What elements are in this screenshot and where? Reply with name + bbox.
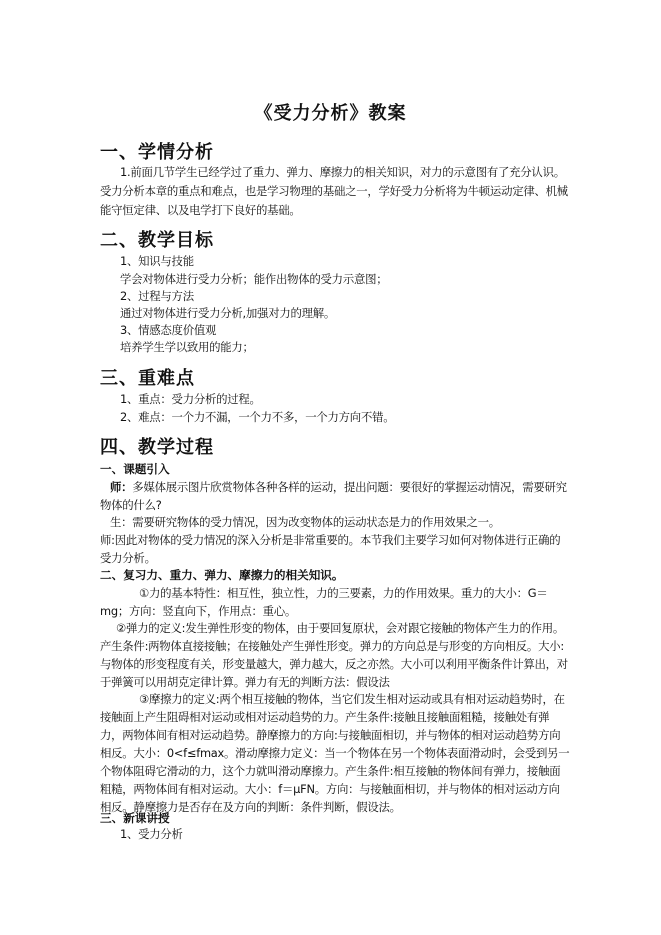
goal-process-text: 通过对物体进行受力分析,加强对力的理解。 <box>120 306 336 320</box>
subsection-new-lesson: 三、新课讲授 <box>100 811 170 825</box>
goal-knowledge-heading: 1、知识与技能 <box>120 254 194 268</box>
student-analysis-paragraph: 1.前面几节学生已经学过了重力、弹力、摩擦力的相关知识，对力的示意图有了充分认识。受力分析本章的重点和难点，也是学习物理的基础之一，学好受力分析将为牛顿运动定律、机械能守恒定律、以及电学打下良好的基础。 <box>100 165 568 218</box>
difficult-point-text: 2、难点：一个力不漏，一个力不多，一个力方向不错。 <box>120 410 395 424</box>
subsection-review: 二、复习力、重力、弹力、摩擦力的相关知识。 <box>100 568 344 582</box>
teacher-summary-paragraph: 师:因此对物体的受力情况的深入分析是非常重要的。本节我们主要学习如何对物体进行正确的受力分析。 <box>100 533 561 565</box>
goal-process-heading: 2、过程与方法 <box>120 289 194 303</box>
key-point-text: 1、重点：受力分析的过程。 <box>120 392 261 406</box>
elastic-force-paragraph: ②弹力的定义:发生弹性形变的物体，由于要回复原状，会对跟它接触的物体产生力的作用。产生条件:两物体直接接触；在接触处产生弹性形变。弹力的方向总是与形变的方向相反。大小:与物体的形变程度有关，形变量越大，弹力越大，反之亦然。大小可以利用平衡条件计算出，对于弹簧可以用胡克定律计算。弹力有无的判断方法：假设法 <box>100 621 568 689</box>
goal-attitude-text: 培养学生学以致用的能力； <box>120 340 254 354</box>
force-analysis-item: 1、受力分析 <box>120 827 183 841</box>
section-heading-teaching-goals: 二、教学目标 <box>100 230 214 251</box>
goal-attitude-heading: 3、情感态度价值观 <box>120 323 217 337</box>
document-title: 《受力分析》教案 <box>254 103 407 124</box>
teacher-label: 师： <box>110 480 133 494</box>
teacher-question-text: 多媒体展示图片欣赏物体各种各样的运动，提出问题：要很好的掌握运动情况，需要研究物体的什么? <box>100 480 567 512</box>
section-heading-student-analysis: 一、学情分析 <box>100 142 214 163</box>
section-heading-teaching-process: 四、教学过程 <box>100 437 214 458</box>
force-properties-paragraph: ①力的基本特性：相互性，独立性，力的三要素，力的作用效果。重力的大小：G＝mg；方向：竖直向下，作用点：重心。 <box>100 586 548 618</box>
section-heading-key-points: 三、重难点 <box>100 368 195 389</box>
friction-force-paragraph: ③摩擦力的定义:两个相互接触的物体，当它们发生相对运动或具有相对运动趋势时，在接触面上产生阻碍相对运动或相对运动趋势的力。产生条件:接触且接触面粗糙，接触处有弹力，两物体间有相对运动趋势。静摩擦力的方向:与接触面相切，并与物体的相对运动趋势方向相反。大小：0<f≤fmax。滑动摩擦力定义：当一个物体在另一个物体表面滑动时，会受到另一个物体阻碍它滑动的力，这个力就叫滑动摩擦力。产生条件:相互接触的物体间有弹力，接触面粗糙，两物体间有相对运动。大小：f＝μFN。方向：与接触面相切，并与物体的相对运动方向相反。静摩擦力是否存在及方向的判断：条件判断，假设法。 <box>100 692 570 814</box>
student-answer: 生：需要研究物体的受力情况，因为改变物体的运动状态是力的作用效果之一。 <box>110 515 500 529</box>
goal-knowledge-text: 学会对物体进行受力分析；能作出物体的受力示意图； <box>120 272 388 286</box>
subsection-introduction: 一、课题引入 <box>100 462 170 476</box>
teacher-question-paragraph <box>100 478 570 514</box>
